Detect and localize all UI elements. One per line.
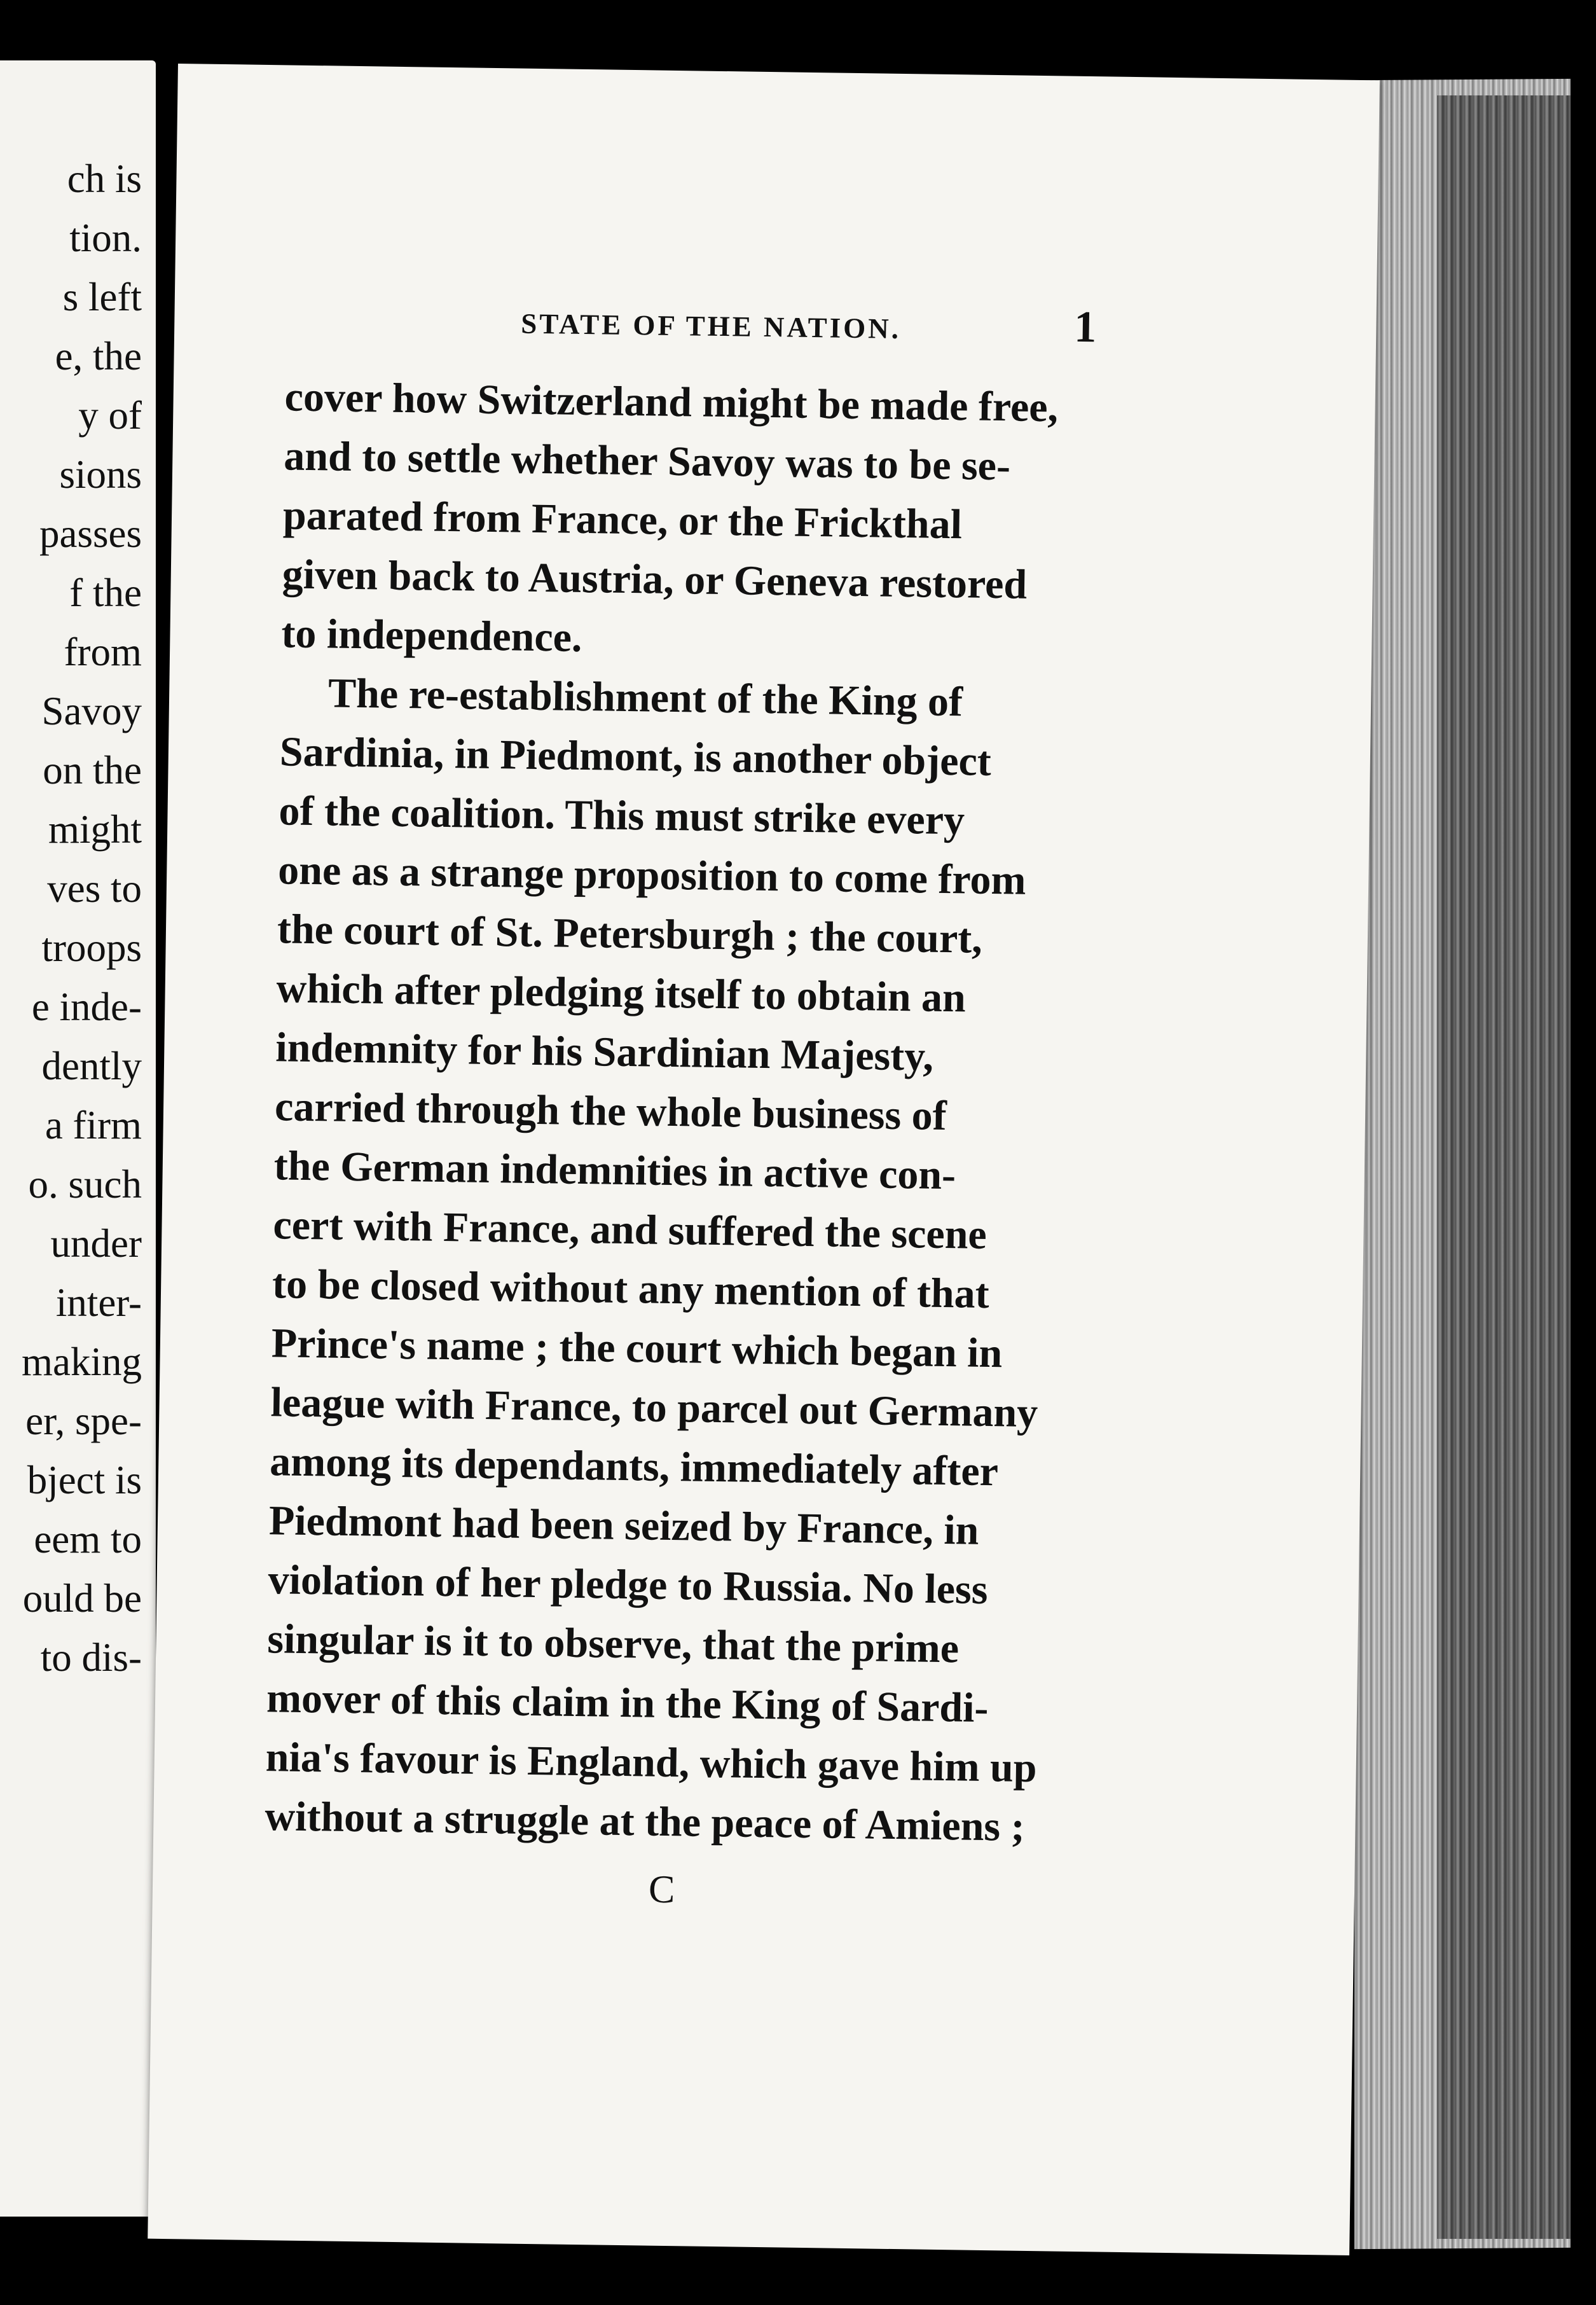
text-line: to be closed without any mention of that (272, 1261, 990, 1317)
text-line: Sardinia, in Piedmont, is another object (279, 728, 992, 785)
left-page-line: tion. (69, 216, 142, 260)
left-page-line: making (22, 1339, 142, 1384)
text-line: the German indemnities in active con- (273, 1142, 956, 1199)
left-page-line: er, spe- (25, 1399, 142, 1443)
left-page-line: ould be (22, 1576, 142, 1621)
left-page-line: s left (62, 275, 142, 319)
text-line: parated from France, or the Frickthal (282, 492, 963, 548)
text-line: cert with France, and suffered the scene (273, 1201, 987, 1258)
text-line: and to settle whether Savoy was to be se- (283, 433, 1011, 490)
left-page-line: f the (69, 571, 142, 615)
page-edges-shadow (1437, 95, 1571, 2239)
left-page-line: e inde- (31, 985, 142, 1029)
left-page-line: Savoy (41, 689, 142, 733)
right-page (148, 64, 1380, 2255)
text-line: which after pledging itself to obtain an (276, 965, 967, 1021)
text-line: violation of her pledge to Russia. No less (268, 1556, 988, 1614)
left-page-line: eem to (34, 1517, 142, 1561)
text-line: of the coalition. This must strike every (279, 787, 965, 844)
text-line: one as a strange proposition to come from (277, 847, 1027, 904)
left-page-line: might (48, 807, 142, 852)
left-page-line: bject is (27, 1458, 142, 1502)
text-line: among its dependants, immediately after (269, 1438, 999, 1495)
left-page-line: dently (41, 1044, 142, 1088)
left-page-line: e, the (55, 334, 142, 378)
text-line: Prince's name ; the court which began in (271, 1320, 1003, 1377)
left-page-line: on the (43, 748, 142, 793)
left-page (0, 60, 156, 2217)
text-line: to independence. (280, 610, 583, 661)
text-line: given back to Austria, or Geneva restored (282, 551, 1028, 608)
left-page-line: to dis- (40, 1635, 142, 1680)
paragraph-start-line: The re-establishment of the King of (327, 670, 963, 726)
page-number: 1 (1073, 302, 1097, 352)
left-page-line: from (64, 630, 142, 674)
text-line: cover how Switzerland might be made free, (284, 373, 1059, 431)
left-page-line: o. such (28, 1162, 142, 1207)
left-page-line: sions (59, 452, 142, 497)
left-page-line: y of (78, 393, 142, 438)
text-line: league with France, to parcel out Germany (270, 1379, 1038, 1437)
left-page-line: inter- (55, 1280, 142, 1325)
text-line: indemnity for his Sardinian Majesty, (275, 1024, 934, 1080)
left-page-line: troops (41, 925, 142, 970)
text-line: Piedmont had been seized by France, in (268, 1497, 979, 1554)
signature-mark: C (648, 1867, 675, 1912)
text-line: mover of this claim in the King of Sardi- (266, 1675, 989, 1732)
text-line: the court of St. Petersburgh ; the court, (277, 906, 983, 962)
left-page-line: ch is (67, 156, 142, 201)
left-page-line: under (50, 1221, 142, 1266)
left-page-line: passes (39, 511, 142, 556)
left-page-line: a firm (45, 1103, 142, 1147)
running-head: STATE OF THE NATION. (520, 307, 902, 345)
text-line: nia's favour is England, which gave him up (265, 1734, 1038, 1792)
text-line: singular is it to observe, that the prime (266, 1616, 960, 1672)
body-text (265, 367, 1131, 1857)
text-line: without a struggle at the peace of Amiens ; (265, 1793, 1026, 1850)
left-page-line: ves to (47, 866, 142, 911)
text-line: carried through the whole business of (274, 1083, 947, 1140)
